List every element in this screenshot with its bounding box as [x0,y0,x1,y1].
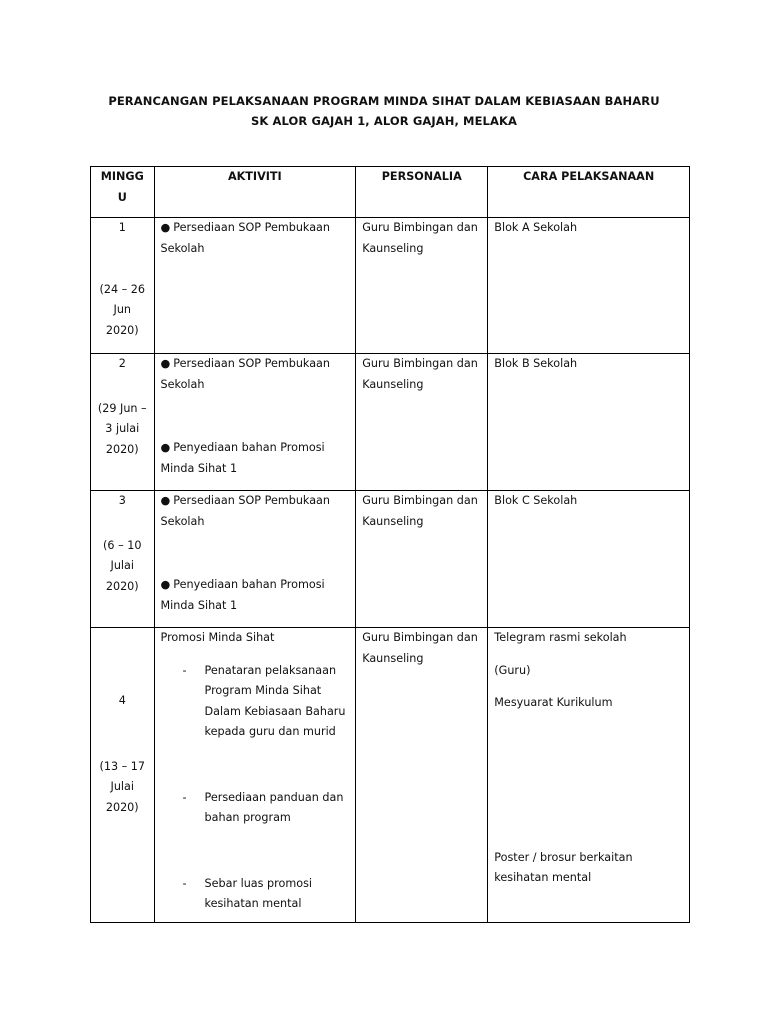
week-date: Julai [110,559,134,572]
method-line: Mesyuarat Kurikulum [494,696,613,709]
header-cara: CARA PELAKSANAAN [488,167,690,218]
document-title: PERANCANGAN PELAKSANAAN PROGRAM MINDA SIHAT DALAM KEBIASAAN BAHARU [108,94,660,108]
person-line: Guru Bimbingan dan [362,221,478,234]
schedule-table [90,166,690,923]
bullet-icon: ● [160,494,171,507]
document-subtitle: SK ALOR GAJAH 1, ALOR GAJAH, MELAKA [251,114,517,128]
header-aktiviti: AKTIVITI [154,167,356,218]
activity-line: Sekolah [160,241,205,255]
method-cell [488,491,690,628]
person-cell [356,628,488,923]
week-date: 2020) [105,800,139,814]
activity-line: ● Persediaan SOP Pembukaan [160,494,331,507]
week-date: (29 Jun – [97,401,147,415]
week-cell [91,218,155,354]
person-cell [356,218,488,354]
activity-line: ● Persediaan SOP Pembukaan [160,357,331,370]
activity-cell [154,218,356,354]
activity-dash-item: - Sebar luas promosi kesihatan mental [161,874,350,915]
person-line: Guru Bimbingan dan [362,357,478,370]
method-line: kesihatan mental [494,871,592,884]
method-cell [488,628,690,923]
dash-icon: - [182,790,187,804]
activity-line: ● Penyediaan bahan Promosi [160,441,325,454]
table-row [91,218,690,354]
method-line: Blok A Sekolah [494,221,578,234]
method-line: Poster / brosur berkaitan [494,850,633,864]
bullet-icon: ● [160,578,171,591]
person-line: Guru Bimbingan dan [362,494,478,507]
method-line: Telegram rasmi sekolah [494,631,627,644]
activity-line: ● Persediaan SOP Pembukaan [160,221,331,234]
header-minggu-line1: MINGG [100,170,144,183]
activity-cell [154,628,356,923]
week-number: 4 [118,694,126,707]
bullet-icon: ● [160,441,171,454]
week-date: Jun [113,303,131,316]
week-cell [91,491,155,628]
activity-dash-item: - Persediaan panduan dan bahan program [161,788,350,829]
dash-icon: - [182,663,187,677]
person-line: Kaunseling [362,514,424,528]
method-line: Blok B Sekolah [494,357,578,370]
week-date: (24 – 26 [99,282,146,296]
header-minggu-line2: U [117,190,127,204]
method-cell [488,354,690,491]
week-cell [91,628,155,923]
week-date: Julai [110,780,134,793]
activity-heading: Promosi Minda Sihat [160,631,275,644]
activity-dash-item: - Penataran pelaksanaan Program Minda Sihat Dalam Kebiasaan Baharu kepada guru dan murid [161,661,350,743]
week-date: 2020) [105,442,139,456]
table-row [91,491,690,628]
activity-line: Sekolah [160,514,205,528]
activity-line: Minda Sihat 1 [160,598,238,612]
person-line: Kaunseling [362,651,424,665]
activity-line: Sekolah [160,377,205,391]
week-date: 2020) [105,579,139,593]
dash-icon: - [182,876,187,890]
week-number: 2 [118,357,126,370]
week-number: 3 [118,494,126,507]
person-cell [356,354,488,491]
header-personalia: PERSONALIA [356,167,488,218]
activity-line: ● Penyediaan bahan Promosi [160,578,325,591]
header-minggu [91,167,155,218]
table-row [91,628,690,923]
bullet-icon: ● [160,221,171,234]
person-line: Guru Bimbingan dan [362,631,478,644]
activity-line: Minda Sihat 1 [160,461,238,475]
week-date: (13 – 17 [99,759,146,773]
week-number: 1 [118,221,126,234]
table-row [91,354,690,491]
week-cell [91,354,155,491]
person-line: Kaunseling [362,241,424,255]
person-line: Kaunseling [362,377,424,391]
bullet-icon: ● [160,357,171,370]
activity-cell [154,491,356,628]
method-cell [488,218,690,354]
week-date: (6 – 10 [103,538,142,552]
header-row [91,167,690,218]
week-date: 2020) [105,323,139,337]
person-cell [356,491,488,628]
week-date: 3 julai [105,422,140,435]
method-line: (Guru) [494,663,531,677]
method-line: Blok C Sekolah [494,494,578,507]
activity-cell [154,354,356,491]
